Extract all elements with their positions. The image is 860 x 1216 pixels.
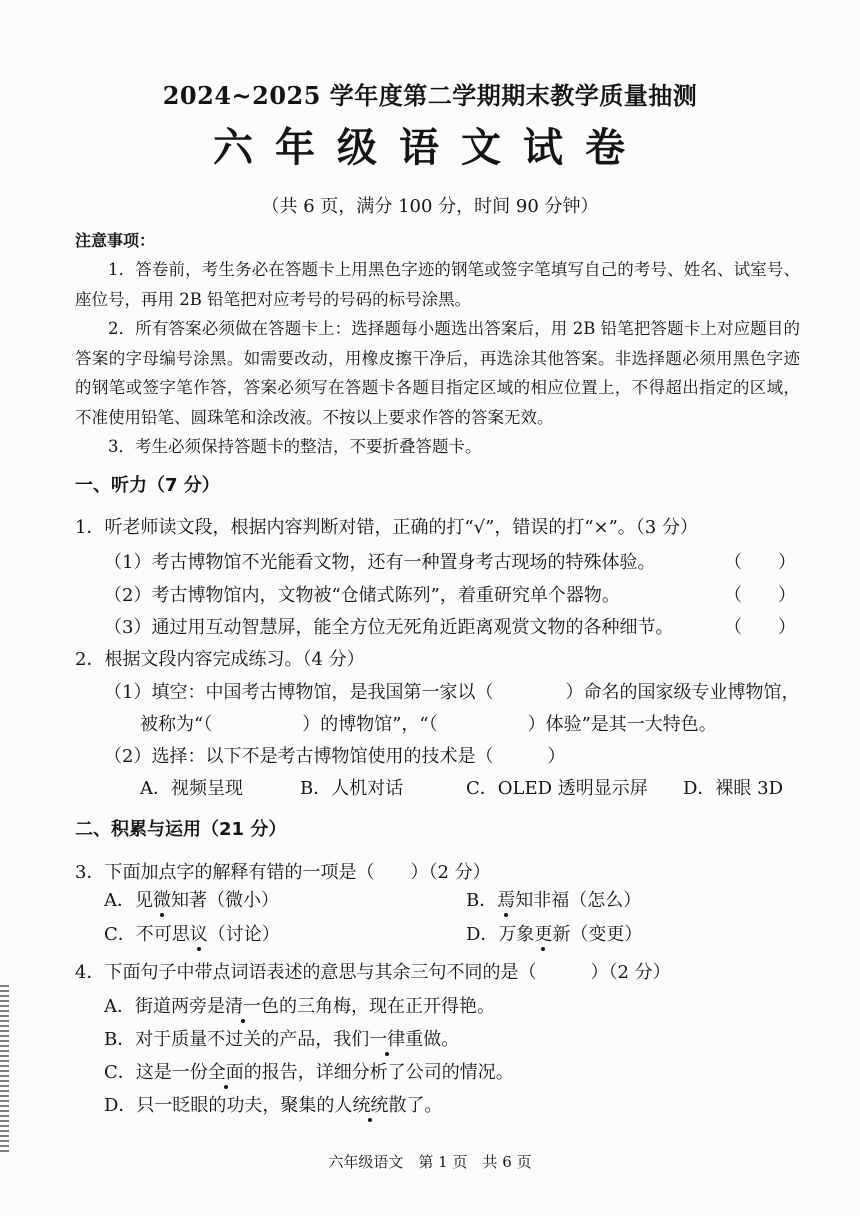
q2-fill-line-1: （1）填空：中国考古博物馆，是我国第一家以（ ）命名的国家级专业博物馆， bbox=[104, 682, 800, 703]
q4-option-c-dotted-word: 全面 bbox=[208, 1058, 244, 1084]
q2-stem: 2．根据文段内容完成练习。（4 分） bbox=[75, 649, 365, 670]
q4-option-d bbox=[104, 1091, 442, 1117]
q3-option-d-post: 新（变更） bbox=[552, 924, 643, 945]
q1-answer-paren-3: （ ） bbox=[724, 617, 796, 638]
q2-choice-stem: （2）选择：以下不是考古博物馆使用的技术是（ ） bbox=[104, 746, 566, 767]
section-1-title: 一、听力（7 分） bbox=[75, 475, 220, 496]
exam-title: 六年级语文试卷 bbox=[213, 124, 647, 171]
q2-fill-line-2: 被称为“（ ）的博物馆”，“（ ）体验”是其一大特色。 bbox=[140, 714, 717, 735]
q2-option-d: D．裸眼 3D bbox=[683, 778, 784, 799]
q3-option-a-dotted-char: 微 bbox=[153, 886, 171, 912]
exam-header-line: 2024~2025 学年度第二学期期末教学质量抽测 bbox=[162, 81, 698, 110]
section-2-title: 二、积累与运用（21 分） bbox=[75, 819, 287, 840]
q1-stem: 1．听老师读文段，根据内容判断对错，正确的打“√”，错误的打“×”。（3 分） bbox=[75, 517, 698, 538]
q3-option-b bbox=[466, 886, 641, 912]
q3-option-c-post: （讨论） bbox=[207, 924, 280, 945]
page-footer: 六年级语文 第 1 页 共 6 页 bbox=[328, 1153, 532, 1171]
q4-option-d-pre: D．只一眨眼的功夫，聚集的人 bbox=[104, 1095, 353, 1116]
binding-strip bbox=[0, 985, 9, 1155]
notice-item-3: 3．考生必须保持答题卡的整洁，不要折叠答题卡。 bbox=[108, 437, 482, 456]
q3-option-c-pre: C．不可思 bbox=[104, 924, 190, 945]
q2-option-b: B．人机对话 bbox=[300, 778, 404, 799]
q1-answer-paren-2: （ ） bbox=[724, 585, 796, 606]
q4-option-a bbox=[104, 992, 495, 1018]
q4-option-a-post: 色的三角梅，现在正开得艳。 bbox=[261, 996, 495, 1017]
q4-option-c bbox=[104, 1058, 514, 1084]
q1-item-3: （3）通过用互动智慧屏，能全方位无死角近距离观赏文物的各种细节。 bbox=[104, 617, 674, 638]
q4-option-a-pre: A．街道两旁是 bbox=[104, 996, 225, 1017]
q3-option-a-post: 知著（微小） bbox=[171, 890, 279, 911]
q4-option-c-pre: C．这是一份 bbox=[104, 1062, 208, 1083]
q4-option-b bbox=[104, 1025, 459, 1051]
q4-option-d-post: 散了。 bbox=[388, 1095, 443, 1116]
q3-option-b-post: 知非福（怎么） bbox=[515, 890, 642, 911]
q4-option-b-post: 重做。 bbox=[405, 1029, 460, 1050]
q3-option-d-pre: D．万象 bbox=[466, 924, 535, 945]
notice-heading: 注意事项： bbox=[75, 231, 156, 250]
q4-option-d-dotted-word: 统统 bbox=[352, 1091, 388, 1117]
q1-answer-paren-1: （ ） bbox=[724, 552, 796, 573]
q4-option-c-post: 的报告，详细分析了公司的情况。 bbox=[243, 1062, 514, 1083]
q2-option-a: A．视频呈现 bbox=[140, 778, 243, 799]
q3-option-d-dotted-char: 更 bbox=[534, 920, 552, 946]
q3-option-b-dotted-char: 焉 bbox=[497, 886, 515, 912]
q3-option-c-dotted-char: 议 bbox=[190, 920, 208, 946]
q3-option-b-pre: B． bbox=[466, 890, 498, 911]
q4-stem: 4．下面句子中带点词语表述的意思与其余三句不同的是（ ）（2 分） bbox=[75, 962, 671, 983]
q3-option-a bbox=[104, 886, 279, 912]
q4-option-b-dotted-word: 一律 bbox=[369, 1025, 405, 1051]
q1-item-2: （2）考古博物馆内，文物被“仓储式陈列”，着重研究单个器物。 bbox=[104, 585, 620, 606]
q4-option-a-dotted-word: 清一 bbox=[225, 992, 261, 1018]
q4-option-b-pre: B．对于质量不过关的产品，我们 bbox=[104, 1029, 370, 1050]
q2-option-c: C．OLED 透明显示屏 bbox=[466, 778, 648, 799]
q3-option-d bbox=[466, 920, 642, 946]
notice-item-1: 1．答卷前，考生务必在答题卡上用黑色字迹的钢笔或签字笔填写自己的考号、姓名、试室号、座位号，再用 2B 铅笔把对应考号的号码的标号涂黑。 bbox=[75, 260, 800, 309]
q3-option-a-pre: A．见 bbox=[104, 890, 153, 911]
q3-option-c bbox=[104, 920, 280, 946]
q3-stem: 3．下面加点字的解释有错的一项是（ ）（2 分） bbox=[75, 862, 491, 883]
exam-meta: （共 6 页，满分 100 分，时间 90 分钟） bbox=[261, 196, 599, 217]
notice-item-2: 2．所有答案必须做在答题卡上：选择题每小题选出答案后，用 2B 铅笔把答题卡上对应题目的答案的字母编号涂黑。如需要改动，用橡皮擦干净后，再选涂其他答案。非选择题必须用黑色字迹的钢笔或签字笔作答，答案必须写在答题卡各题目指定区域的相应位置上，不得超出指定的区域，不准使用铅笔、圆珠笔和涂改液。不按以上要求作答的答案无效。 bbox=[75, 319, 800, 427]
q1-item-1: （1）考古博物馆不光能看文物，还有一种置身考古现场的特殊体验。 bbox=[104, 552, 656, 573]
